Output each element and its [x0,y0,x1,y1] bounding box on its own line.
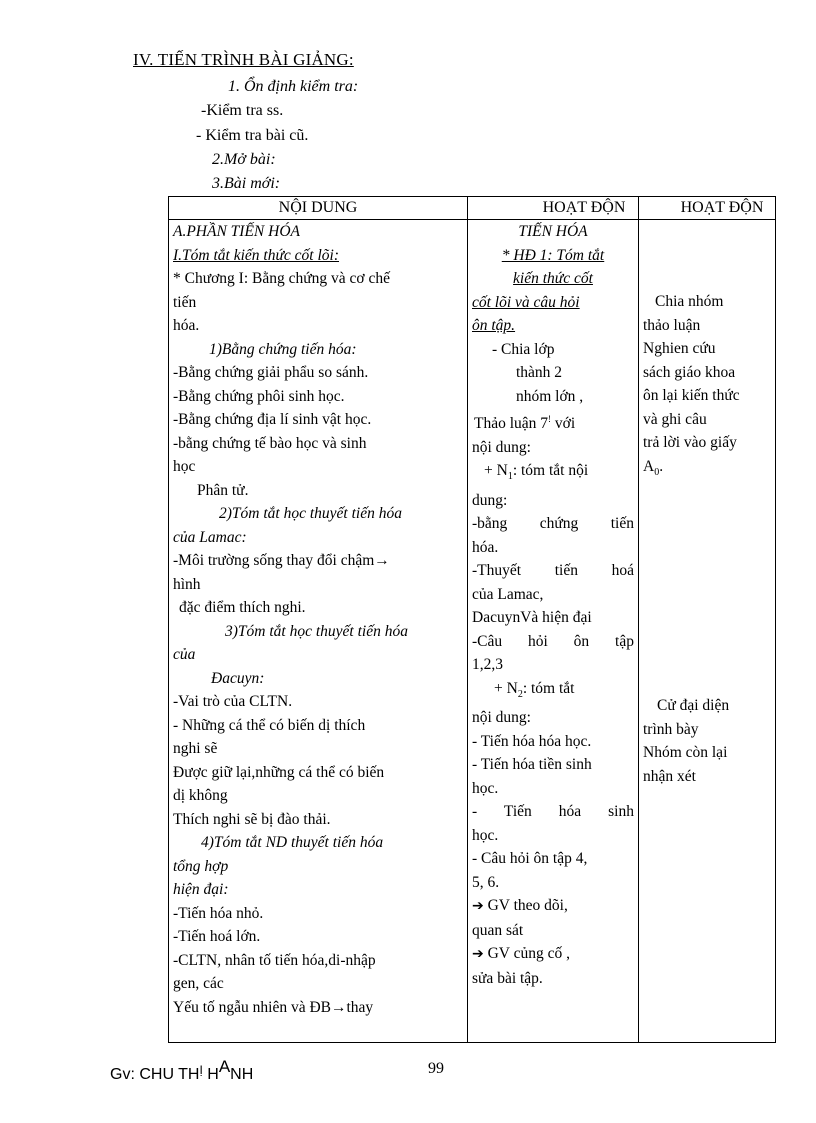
header-teacher-activity: HOẠT ĐỘN [468,197,639,220]
list-item [472,942,634,967]
list-item: 1,2,3 [472,656,503,674]
list-item: dị không [173,787,228,804]
discussion-time: Thảo luận 7 [474,415,549,433]
list-item: -Bằng chứng địa lí sinh vật học. [173,411,372,428]
activity-title: * HĐ 1: Tóm tắt [501,246,605,264]
list-item: của [173,646,196,663]
step-2-title: 2.Mở bài: [212,151,276,168]
list-item: 2)Tóm tắt học thuyết tiến hóa [219,505,402,522]
list-item: -Câu hỏi ôn tập [472,632,634,650]
list-item: 4)Tóm tắt ND thuyết tiến hóa [201,834,384,851]
list-item: - Câu hỏi ôn tập 4, [472,850,588,868]
list-item: nội dung: [472,438,531,456]
list-item: đặc điểm thích nghi. [179,599,306,616]
list-item: -CLTN, nhân tố tiến hóa,di-nhập [173,951,376,969]
list-item: sách giáo khoa [643,363,736,381]
list-item: 5, 6. [472,873,500,891]
list-item: sửa bài tập. [472,969,543,987]
list-item: ôn lại kiến thức [643,387,740,404]
group-label: + N [484,462,508,480]
list-item: cốt lõi và câu hỏi [472,293,580,311]
list-item: nhận xét [643,767,696,785]
list-item: trình bày [643,720,699,738]
list-item: tổng hợp [173,857,229,875]
list-item: nội dung: [472,709,531,727]
paper-size: A [643,457,655,475]
list-item: Cử đại diện [657,697,730,715]
group-number: 2 [517,688,523,700]
table-header-row [169,197,776,220]
list-item: - Những cá thể có biến dị thích [173,716,366,734]
group-task: : tóm tắt [522,679,575,697]
list-item: quan sát [472,921,524,939]
content-cell [169,220,468,1043]
list-item: I.Tóm tắt kiến thức cốt lõi: [173,246,340,264]
activity-title: kiến thức cốt [513,270,593,287]
list-item: Thích nghi sẽ bị đào thải. [173,810,331,828]
list-item: * Chương I: Bằng chứng và cơ chế [173,270,390,287]
list-item: của Lamac: [173,528,247,546]
arrow-right-icon: ➔ [472,898,484,915]
list-item: nhóm lớn , [516,387,584,405]
step-3-title: 3.Bài mới: [212,175,281,192]
list-item [472,894,634,919]
period: . [659,457,664,475]
list-item: nghi sẽ [173,740,218,757]
page-number: 99 [428,1060,444,1077]
teacher-name-part: A [218,1057,231,1076]
list-item: trả lời vào giấy [643,434,737,451]
list-item: hóa. [472,538,499,556]
list-item: 3)Tóm tắt học thuyết tiến hóa [225,622,408,640]
list-item [472,677,634,707]
discussion-with: với [554,415,576,433]
student-activity-cell [639,220,776,1043]
list-item: hình [173,575,201,593]
table-row [169,220,776,1043]
list-item: hóa. [173,317,200,334]
list-item [472,267,634,291]
list-item: DacuynVà hiện đại [472,609,592,627]
followup-text: GV củng cố , [487,945,570,963]
list-item [472,459,634,489]
list-item: học. [472,779,499,797]
list-item: học. [472,826,499,844]
list-item [472,244,634,268]
list-item: tiến [173,293,197,311]
list-item: Được giữ lại,những cá thể có biến [173,763,385,781]
group-label: + N [494,679,518,697]
list-item: -Môi trường sống thay đổi chậm→ [173,552,390,569]
list-item: Đacuyn: [211,669,265,687]
teacher-activity-cell [468,220,639,1043]
group-number: 1 [507,471,513,483]
list-item: -Tiến hóa nhỏ. [173,904,264,922]
list-item: Phân tử. [197,481,249,499]
list-item: - Tiến hóa sinh [472,803,634,821]
list-item: học [173,458,196,475]
list-item: ôn tập. [472,317,516,334]
list-item: - Tiến hóa tiền sinh [472,756,592,774]
footer-teacher-name [110,1057,254,1084]
header-student-activity: HOẠT ĐỘN [639,197,776,220]
list-item: gen, các [173,975,224,992]
list-item [643,455,771,485]
check-old-lesson: - Kiểm tra bài cũ. [196,127,309,144]
list-item: -bằng chứng tiến [472,515,634,533]
list-item: - Chia lớp [492,340,555,358]
list-item: Nghien cứu [643,340,716,357]
list-item: 1)Bằng chứng tiến hóa: [209,340,357,358]
arrow-right-icon: ➔ [472,946,484,963]
lesson-table [168,196,776,1043]
list-item: -Vai trò của CLTN. [173,693,293,710]
list-item: -Tiến hoá lớn. [173,928,261,945]
list-item: -bằng chứng tế bào học và sinh [173,434,367,452]
paper-size-sub: 0 [654,466,660,478]
list-item: - Tiến hóa hóa học. [472,732,592,750]
list-item: TIẾN HÓA [518,223,588,240]
list-item: Chia nhóm [655,293,724,310]
list-item: Yếu tố ngẫu nhiên và ĐB→thay [173,998,374,1016]
list-item: A.PHẦN TIẾN HÓA [173,223,301,240]
list-item: Nhóm còn lại [643,744,728,762]
teacher-name-part: H [202,1066,219,1083]
header-content: NỘI DUNG [169,197,468,220]
minute-mark: ! [548,414,552,424]
list-item: thảo luận [643,316,701,334]
teacher-name-part: Ị [199,1063,203,1077]
list-item [472,408,634,436]
teacher-name-part: NH [230,1066,254,1083]
followup-text: GV theo dõi, [487,897,568,915]
section-heading: IV. TIẾN TRÌNH BÀI GIẢNG: [133,50,354,69]
teacher-name-part: Gv: CHU TH [110,1066,200,1083]
group-task: : tóm tắt nội [512,462,589,480]
list-item: -Thuyết tiến hoá [472,562,634,580]
list-item: thành 2 [516,364,563,381]
list-item: -Bằng chứng giải phẩu so sánh. [173,364,369,381]
check-ss: -Kiểm tra ss. [201,102,284,119]
list-item: hiện đại: [173,881,229,898]
list-item: -Bằng chứng phôi sinh học. [173,387,345,405]
step-1-title: 1. Ổn định kiểm tra: [228,78,359,95]
list-item: dung: [472,491,508,509]
list-item: của Lamac, [472,585,544,603]
list-item: và ghi câu [643,410,707,428]
